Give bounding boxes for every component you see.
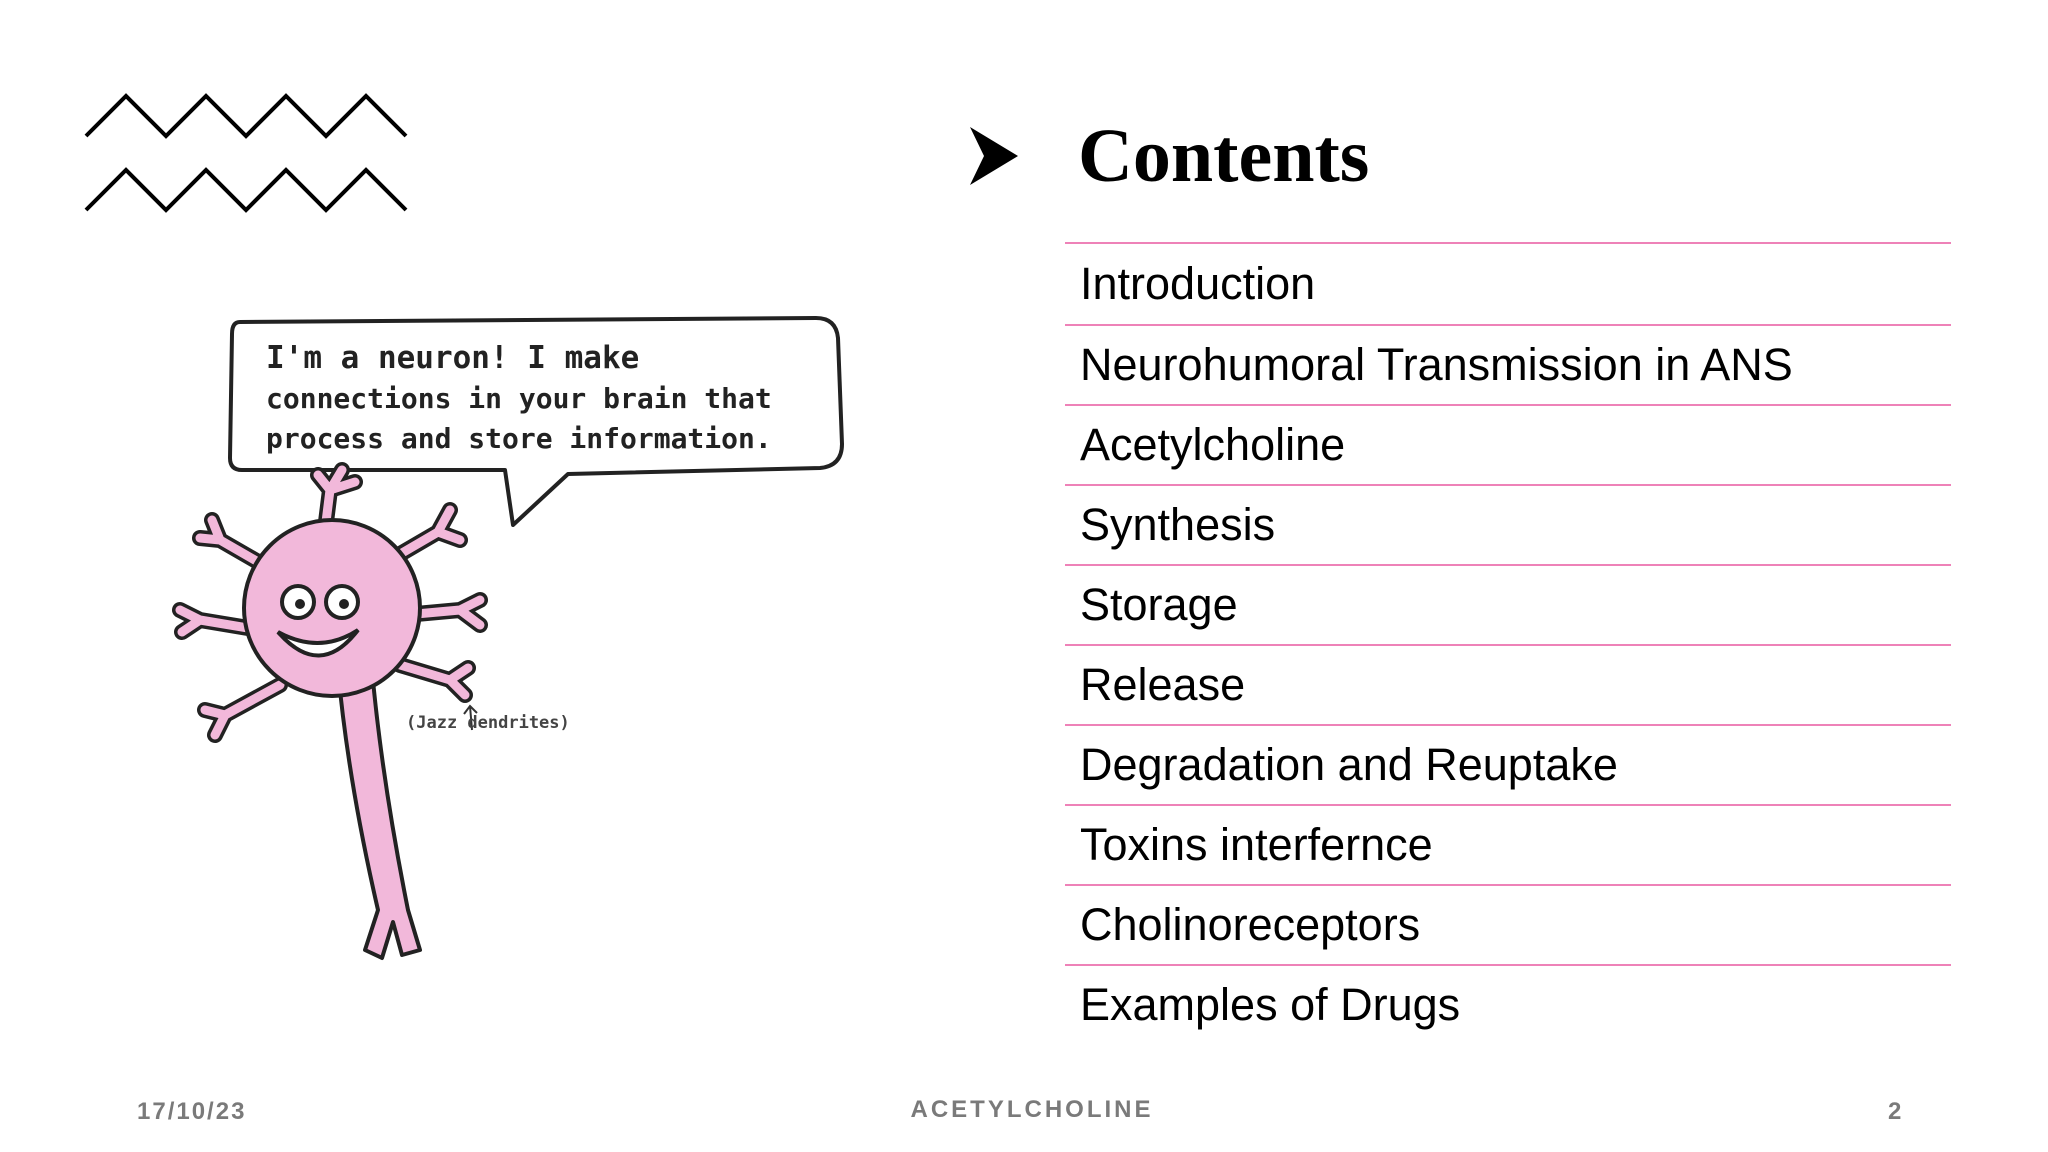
speech-line-3: process and store information. — [266, 422, 772, 455]
footer-title: ACETYLCHOLINE — [910, 1096, 1154, 1123]
neuron-illustration — [120, 310, 860, 990]
contents-list — [1065, 242, 1951, 1044]
contents-item-examples-of-drugs: Examples of Drugs — [1065, 964, 1951, 1044]
contents-item-cholinoreceptors: Cholinoreceptors — [1065, 884, 1951, 964]
slide-title: Contents — [1078, 114, 1370, 198]
footer-date: 17/10/23 — [137, 1098, 247, 1125]
dendrites-annotation: (Jazz dendrites) — [406, 713, 570, 733]
arrowhead-bullet-icon — [968, 125, 1020, 187]
speech-line-2: connections in your brain that — [266, 382, 772, 415]
title-row — [968, 114, 1370, 198]
page-number: 2 — [1888, 1098, 1904, 1125]
speech-line-1: I'm a neuron! I make — [266, 340, 640, 376]
contents-item-storage: Storage — [1065, 564, 1951, 644]
contents-item-toxins-interference: Toxins interfernce — [1065, 804, 1951, 884]
contents-item-neurohumoral-transmission: Neurohumoral Transmission in ANS — [1065, 324, 1951, 404]
contents-item-synthesis: Synthesis — [1065, 484, 1951, 564]
contents-item-introduction: Introduction — [1080, 258, 1316, 309]
contents-item-release: Release — [1065, 644, 1951, 724]
zigzag-lines-icon — [84, 90, 414, 220]
contents-item-acetylcholine: Acetylcholine — [1065, 404, 1951, 484]
contents-item-degradation-reuptake: Degradation and Reuptake — [1065, 724, 1951, 804]
